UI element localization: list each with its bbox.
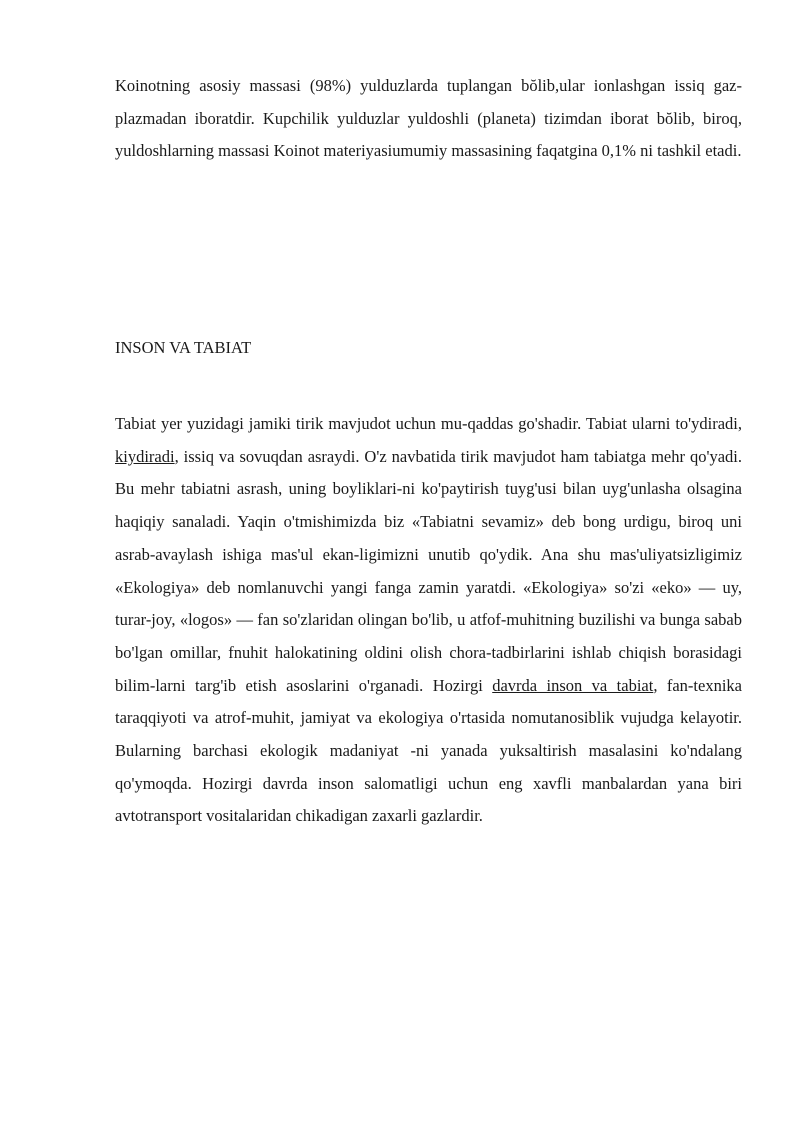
paragraph-text-part-3: , fan-texnika taraqqiyoti va atrof-muhit, jamiyat va ekologiya o'rtasida nomutanosiblik vujudga kelayotir. Bularning barchasi ekologik madaniyat -ni yanada yuksaltirish masalasini ko'ndalang qo'ymoqda. Hozirgi davrda inson salomatligi uchun eng xavfli manbalardan yana biri avtotransport vositalaridan chikadigan zaxarli gazlardir. — [115, 675, 742, 826]
document-body — [115, 70, 742, 826]
paragraph-text-part-1: Tabiat yer yuzidagi jamiki tirik mavjudot uchun mu-qaddas go'shadir. Tabiat ularni to'ydiradi, — [115, 414, 742, 433]
paragraph-nature — [115, 408, 742, 833]
paragraph-text-part-2: , issiq va sovuqdan asraydi. O'z navbatida tirik mavjudot ham tabiatga mehr qo'yadi. Bu mehr tabiatni asrash, uning boyliklari-ni ko'paytirish tuyg'usi bilan uyg'unlasha olsagina haqiqiy sanaladi. Yaqin o'tmishimizda biz «Tabiatni sevamiz» deb bong urdigu, biroq uni asrab-avaylash ishiga mas'ul ekan-ligimizni unutib qo'ydik. Ana shu mas'uliyatsizligimiz «Ekologiya» deb nomlanuvchi yangi fanga zamin yaratdi. «Ekologiya» so'zi «eko» — uy, turar-joy, «logos» — fan so'zlaridan olingan bo'lib, u atfof-muhitning buzilishi va bunga sabab bo'lgan omillar, fnuhit halokatining oldini olish chora-tadbirlarini ishlab chiqish borasidagi bilim-larni targ'ib etish asoslarini o'rganadi. Hozirgi — [115, 446, 742, 695]
paragraph-universe-mass: Koinotning asosiy massasi (98%) yulduzlarda tuplangan bŏlib,ular ionlashgan issiq gaz-plazmadan iboratdir. Kupchilik yulduzlar yuldoshli (planeta) tizimdan iborat bŏlib, biroq, yuldoshlarning massasi Koinot materiyasiumumiy massasining faqatgina 0,1% ni tashkil etadi. — [115, 76, 742, 161]
link-kiydiradi[interactable]: kiydiradi — [115, 446, 175, 466]
section-heading: INSON VA TABIAT — [115, 338, 252, 357]
link-davrda-inson-va-tabiat[interactable]: davrda inson va tabiat — [492, 675, 654, 695]
